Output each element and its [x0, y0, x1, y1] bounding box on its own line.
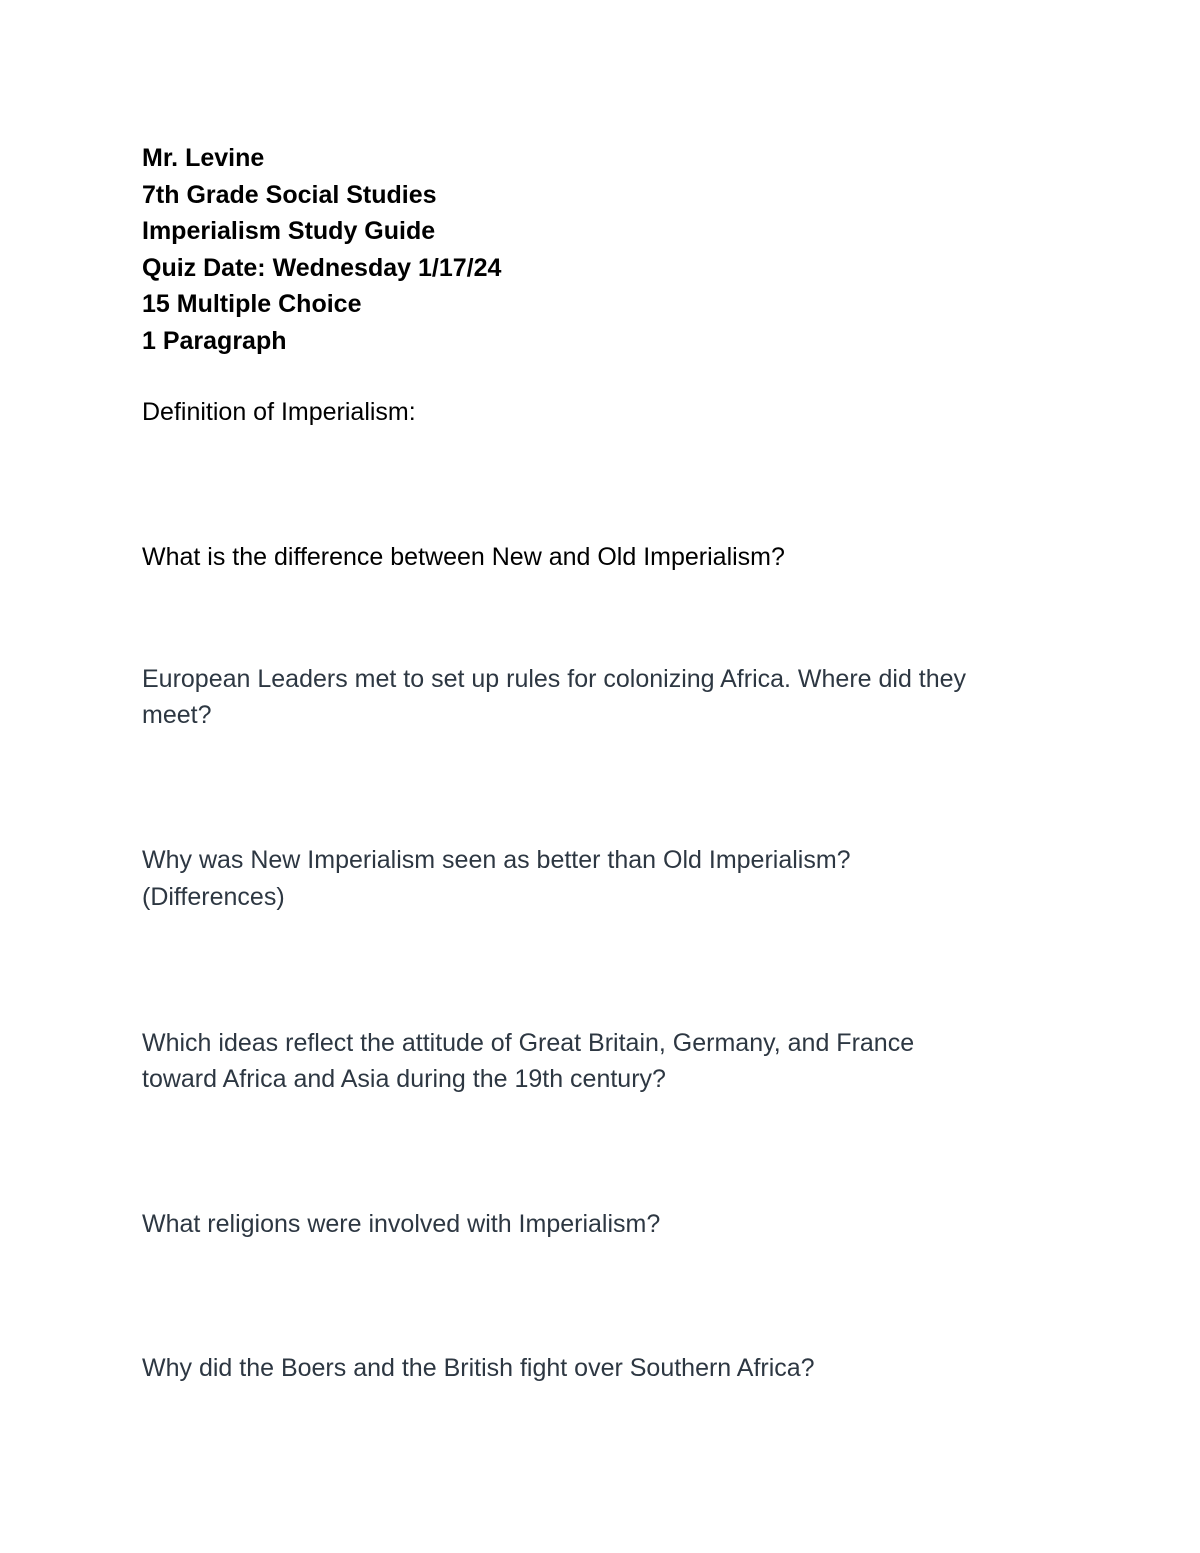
question-attitude-line2: toward Africa and Asia during the 19th century? — [142, 1065, 666, 1093]
document-title: Imperialism Study Guide — [142, 217, 436, 245]
quiz-format-multiple-choice: 15 Multiple Choice — [142, 290, 362, 318]
question-berlin-conference-line2: meet? — [142, 701, 212, 729]
question-new-vs-old: What is the difference between New and Old Imperialism? — [142, 543, 785, 571]
quiz-format-paragraph: 1 Paragraph — [142, 326, 287, 355]
question-berlin-conference-line1: European Leaders met to set up rules for colonizing Africa. Where did they — [142, 665, 967, 693]
definition-prompt: Definition of Imperialism: — [142, 398, 416, 426]
question-new-better-line1: Why was New Imperialism seen as better than Old Imperialism? — [142, 846, 851, 874]
question-religions: What religions were involved with Imperialism? — [142, 1210, 661, 1238]
teacher-name: Mr. Levine — [142, 144, 265, 172]
document-header — [142, 140, 501, 359]
course-name: 7th Grade Social Studies — [142, 180, 437, 209]
quiz-date: Quiz Date: Wednesday 1/17/24 — [142, 253, 502, 282]
question-boers-british: Why did the Boers and the British fight over Southern Africa? — [142, 1354, 815, 1382]
question-attitude-line1: Which ideas reflect the attitude of Great Britain, Germany, and France — [142, 1029, 915, 1057]
question-new-better-line2: (Differences) — [142, 883, 285, 911]
